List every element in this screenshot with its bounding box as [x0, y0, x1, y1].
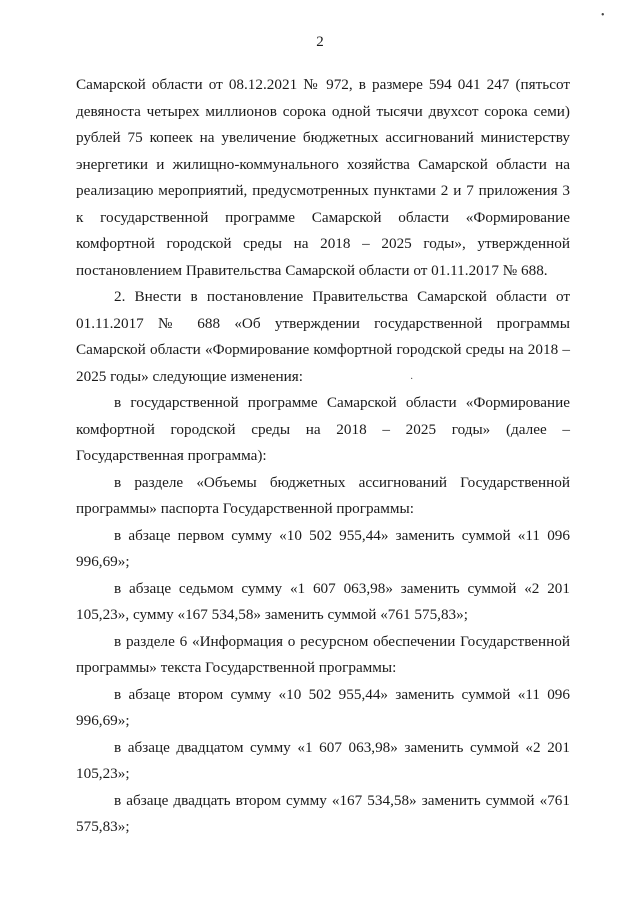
- paragraph-section-6-twentieth: в абзаце двадцатом сумму «1 607 063,98» заменить суммой «2 201 105,23»;: [76, 738, 570, 782]
- paragraph-passport-section: в разделе «Объемы бюджетных ассигнований Государственной программы» паспорта Государственной программы:: [76, 473, 570, 517]
- scan-speck: •: [601, 10, 605, 21]
- document-body: [76, 72, 570, 841]
- paragraph-section-6-second: в абзаце втором сумму «10 502 955,44» заменить суммой «11 096 996,69»;: [76, 685, 570, 729]
- scan-speck: ·: [410, 374, 414, 385]
- paragraph-section-6: в разделе 6 «Информация о ресурсном обеспечении Государственной программы» текста Государственной программы:: [76, 632, 570, 676]
- paragraph-section-6-twenty-second: в абзаце двадцать втором сумму «167 534,58» заменить суммой «761 575,83»;: [76, 791, 570, 835]
- paragraph-item-2: 2. Внести в постановление Правительства Самарской области от 01.11.2017 № 688 «Об утверждении государственной программы Самарской области «Формирование комфортной городской среды на 2018 – 2025 годы» следующие изменения:: [76, 288, 570, 385]
- paragraph-state-program: в государственной программе Самарской области «Формирование комфортной городской среды на 2018 – 2025 годы» (далее – Государственная программа):: [76, 394, 570, 464]
- paragraph-passport-seventh: в абзаце седьмом сумму «1 607 063,98» заменить суммой «2 201 105,23», сумму «167 534,58» заменить суммой «761 575,83»;: [76, 579, 570, 623]
- paragraph-continuation: Самарской области от 08.12.2021 № 972, в размере 594 041 247 (пятьсот девяноста четырех миллионов сорока одной тысячи двухсот сорока семи) рублей 75 копеек на увеличение бюджетных ассигнований министерству энергетики и жилищно-коммунального хозяйства Самарской области на реализацию мероприятий, предусмотренных пунктами 2 и 7 приложения 3 к государственной программе Самарской области «Формирование комфортной городской среды на 2018 – 2025 годы», утвержденной постановлением Правительства Самарской области от 01.11.2017 № 688.: [76, 76, 570, 279]
- paragraph-passport-first: в абзаце первом сумму «10 502 955,44» заменить суммой «11 096 996,69»;: [76, 526, 570, 570]
- page-number: 2: [316, 34, 324, 50]
